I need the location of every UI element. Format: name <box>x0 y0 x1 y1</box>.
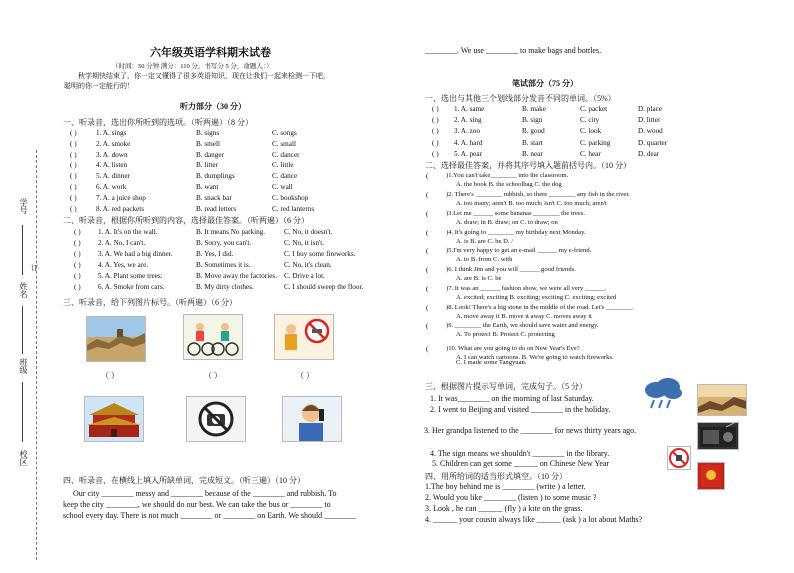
written-w1-row <box>432 116 672 126</box>
answer-paren: ( ) <box>74 283 81 291</box>
picture-2-answer: （ ） <box>204 371 222 380</box>
answer-paren: ( ) <box>432 116 439 125</box>
question-options: A. too many; aren't B. too much; isn't C. too much; aren't <box>456 200 607 207</box>
option-b: B. snack bar <box>196 193 232 202</box>
listening-s1-title: 一、听录音，选出你所听到的选项。（听两遍）（8 分） <box>63 118 253 127</box>
w4-item-2: 2. Would you like ________ (listen ) to some music ? <box>425 493 597 502</box>
question-options: A. to B. from C. with <box>456 256 513 263</box>
option-b: B. My dirty clothes. <box>196 283 254 291</box>
picture-1-answer: （ ） <box>101 371 119 380</box>
option-d: D. place <box>638 105 662 113</box>
answer-paren: ( <box>426 210 429 218</box>
w3-item-4: 4. The sign means we shouldn't ________ in the library. <box>430 449 610 458</box>
option-c: C. Drive a lot. <box>284 272 325 280</box>
option-a: 8. A. red packets <box>96 204 145 213</box>
w3-item-2: 2. I went to Beijing and visited ________ in the holiday. <box>430 405 611 414</box>
listening-s2-row <box>74 283 374 293</box>
red-packet-picture <box>697 462 725 490</box>
option-b: B. want <box>196 183 219 191</box>
answer-paren: ( ) <box>70 172 77 181</box>
cycling-picture <box>183 314 243 360</box>
option-c: C. I buy some fireworks. <box>284 250 356 258</box>
w4-item-4: 4. ______ your cousin always like ______ (ask ) a lot about Maths? <box>425 515 643 524</box>
option-a: 4. A. listen <box>96 161 128 170</box>
option-a: 6. A. work <box>96 183 127 191</box>
written-w2-row <box>426 304 716 322</box>
question-options: C. I made some Tangyuan. <box>456 359 527 366</box>
option-c: C. hear <box>580 149 601 158</box>
option-a: 2. A. sing <box>454 116 482 125</box>
written-w1-row <box>432 150 672 160</box>
option-c: C. dance <box>272 172 298 181</box>
great-wall-picture <box>86 316 146 362</box>
option-b: B. start <box>522 138 543 147</box>
question-text: )2. There's ________ rubbish, so there ________ any fish in the river. <box>446 191 630 198</box>
passage-line-3: school every day. There is not much ________ or ________ on Earth. We should ________ <box>63 511 357 520</box>
listening-s2-row <box>74 239 374 249</box>
option-d: D. litter <box>638 116 661 125</box>
student-id-label: 学号 <box>19 198 28 214</box>
exam-meta: （时间：50 分钟 满分：110 分，书写分 5 分，命题人：） <box>112 63 273 70</box>
passage-line-2: keep the city ________, we should do our best. We can take the bus or ________ to <box>63 500 331 509</box>
option-a: 3. A. zoo <box>454 127 480 136</box>
question-options: A. is B. are C. be D. / <box>456 238 513 245</box>
option-c: C. small <box>272 139 296 148</box>
option-c: C. parking <box>580 138 611 147</box>
option-d: D. dear <box>638 149 660 158</box>
listening-s1-row <box>70 172 330 182</box>
written-w2-row <box>426 210 716 228</box>
listening-s2-title: 二、听录音，根据你所听到的内容，选择最佳答案。（听两遍）（6 分） <box>63 216 309 225</box>
answer-paren: ( ) <box>74 250 81 258</box>
answer-paren: ( ) <box>70 183 77 191</box>
answer-paren: ( ) <box>70 150 77 159</box>
w3-item-3: 3. Her grandpa listened to the ________ for news thirty years ago. <box>424 426 637 435</box>
question-text: )7. It was an ______ fashion show, we were all very ______. <box>446 285 607 292</box>
question-text: )9. ________ the Earth, we should save water and energy. <box>446 322 599 329</box>
option-a: 2. A. No, I can't. <box>98 239 146 247</box>
written-w1-row <box>432 127 672 137</box>
option-b: B. smell <box>196 139 220 148</box>
answer-paren: ( ) <box>432 138 439 147</box>
option-b: B. good <box>522 127 545 136</box>
w3-item-1: 1. It was________ on the morning of last Saturday. <box>430 394 594 403</box>
option-a: 5. A. Plant some trees. <box>98 272 163 280</box>
question-text: )1.You can't take________ into the classroom. <box>446 172 569 179</box>
option-c: C. packet <box>580 105 608 113</box>
written-w1-row <box>432 105 672 115</box>
option-b: B. Move away the factories. <box>196 272 278 280</box>
written-w2-row <box>426 285 716 303</box>
class-label: 班级 <box>19 358 28 374</box>
option-a: 1. A. sings <box>96 129 127 137</box>
option-a: 1. A. It's on the wall. <box>98 228 158 236</box>
question-text: )10. What are you going to do on New Year's Eve? <box>446 345 580 352</box>
option-a: 6. A. Smoke from cars. <box>98 283 165 291</box>
option-a: 5. A. pear <box>454 149 482 158</box>
option-b: B. danger <box>196 150 224 159</box>
listening-s1-row <box>70 183 330 193</box>
option-b: B. read letters <box>196 204 237 213</box>
question-options: A. I can watch cartoons. B. We're going to watch fireworks. <box>456 354 614 361</box>
option-b: B. Sometimes it is. <box>196 261 251 269</box>
class-line <box>22 382 23 442</box>
written-w2-row <box>426 359 716 377</box>
option-c: C. red lanterns <box>272 204 315 213</box>
listening-s2-row <box>74 272 374 282</box>
answer-paren: ( ) <box>432 149 439 158</box>
option-a: 2. A. smoke <box>96 139 131 148</box>
option-a: 5. A. dinner <box>96 172 130 181</box>
listening-s1-row <box>70 129 330 139</box>
intro-line-2: 聪明的你一定能行的！ <box>64 82 134 90</box>
written-w2-row <box>426 191 716 209</box>
option-a: 4. A. hard <box>454 138 483 147</box>
listening-s1-row <box>70 161 330 171</box>
question-text: )8. Look! There's a big stone in the middle of the road. Let's ________. <box>446 304 634 311</box>
answer-paren: ( ) <box>74 272 81 280</box>
option-c: C. little <box>272 161 294 170</box>
listening-s1-row <box>70 205 330 215</box>
answer-paren: ( <box>426 172 429 180</box>
passage-line-1: Our city ________ messy and ________ because of the ________ and rubbish. To <box>73 489 337 498</box>
passage-continued: ________. We use ________ to make bags and bottles. <box>425 46 602 55</box>
option-a: 1. A. same <box>454 105 485 113</box>
no-litter-picture <box>274 314 334 360</box>
question-options: A. the book B. the schoolbag C. the dog <box>456 181 562 188</box>
written-w1-title: 一、选出与其他三个划线部分发音不同的单词。（5%） <box>425 94 616 103</box>
written-w2-title: 二、选择最佳答案，并将其序号填入题前括号内。（10 分） <box>425 161 631 170</box>
cut-mark: 订 <box>31 264 38 272</box>
written-w2-row <box>426 322 716 340</box>
cut-line <box>36 150 37 560</box>
listening-s2-row <box>74 228 374 238</box>
radio-picture <box>697 422 739 450</box>
name-label: 姓名 <box>19 282 28 298</box>
phone-call-picture <box>282 396 342 442</box>
listening-s1-row <box>70 151 330 161</box>
option-a: 7. A. a juice shop <box>96 193 146 202</box>
question-text: )6. I think Jim and you will ______ good friends. <box>446 266 576 273</box>
option-b: B. It means No parking. <box>196 228 266 236</box>
written-w2-row <box>426 266 716 284</box>
option-b: B. dumplings <box>196 172 235 181</box>
listening-part-title: 听力部分（30 分） <box>180 102 246 111</box>
written-w2-row <box>426 229 716 247</box>
option-b: B. litter <box>196 161 218 170</box>
no-noise-sign-icon <box>667 446 691 470</box>
option-b: B. near <box>522 149 543 158</box>
option-c: C. I should sweep the floor. <box>284 283 364 291</box>
answer-paren: ( <box>426 229 429 237</box>
option-c: C. bookshop <box>272 193 309 202</box>
cloud-rain-icon <box>640 376 686 412</box>
option-b: B. Yes, I did. <box>196 250 234 258</box>
name-line <box>22 306 23 354</box>
option-b: B. signs <box>196 129 220 137</box>
palace-picture <box>84 396 144 442</box>
option-c: C. No, it isn't. <box>284 239 325 247</box>
written-w2-row <box>426 172 716 190</box>
answer-paren: ( ) <box>74 261 81 269</box>
answer-paren: ( ) <box>432 127 439 136</box>
option-b: B. make <box>522 105 546 113</box>
answer-paren: ( <box>426 247 429 255</box>
w3-item-5: 5. Children can get some ______ on Chinese New Year <box>432 459 610 468</box>
answer-paren: ( <box>426 304 429 312</box>
question-options: A. move away it B. move it away C. moves away it <box>456 313 592 320</box>
answer-paren: ( <box>426 345 429 353</box>
answer-paren: ( ) <box>70 161 77 170</box>
answer-paren: ( ) <box>70 204 77 213</box>
written-part-title: 笔试部分（75 分） <box>512 79 578 88</box>
question-text: )5.I'm very happy to get an e-mail ______ my e-friend. <box>446 247 592 254</box>
written-w4-title: 四、用所给词的适当形式填空。（10 分） <box>425 472 567 481</box>
option-d: D. quarter <box>638 138 668 147</box>
great-wall-small-picture <box>697 384 747 416</box>
option-b: B. sign <box>522 116 543 125</box>
option-a: 4. A. Yes, we are. <box>98 261 149 269</box>
question-options: A. To protect B. Protect C. protecting <box>456 331 555 338</box>
option-a: 3. A. We had a big dinner. <box>98 250 173 258</box>
answer-paren: ( <box>426 191 429 199</box>
picture-3-answer: （ ） <box>296 371 314 380</box>
listening-s3-title: 三、听录音，给下列图片标号。（听两遍）（6 分） <box>63 298 237 307</box>
w4-item-1: 1.The boy behind me is ________ (write ) a letter. <box>425 482 586 491</box>
school-label: 校区 <box>19 450 28 466</box>
answer-paren: ( <box>426 285 429 293</box>
intro-line-1: 秋学期快结束了，你一定又懂得了很多英语知识，现在让我们一起来检测一下吧， <box>78 72 330 80</box>
page-title: 六年级英语学科期末试卷 <box>150 47 271 59</box>
question-options: A. draw; in B. draw; on C. to draw; on <box>456 219 558 226</box>
listening-s2-row <box>74 250 374 260</box>
question-text: )4. It's going to ________ my birthday next Monday. <box>446 229 586 236</box>
option-c: C. No, it's clean. <box>284 261 332 269</box>
option-c: C. No, it doesn't. <box>284 228 333 236</box>
w4-item-3: 3. Look , he can ______ (fly ) a kite on the grass. <box>425 504 583 513</box>
option-c: C. city <box>580 116 600 125</box>
answer-paren: ( ) <box>70 129 77 137</box>
student-id-line <box>22 225 23 275</box>
answer-paren: ( ) <box>70 193 77 202</box>
question-text: )3.Let me ______ some bananas ________ the trees. <box>446 210 585 217</box>
option-d: D. wood <box>638 127 663 136</box>
option-c: C. dancer <box>272 150 300 159</box>
answer-paren: ( ) <box>432 105 439 113</box>
listening-s1-row <box>70 194 330 204</box>
listening-s4-title: 四、听录音，在横线上填入所缺单词，完成短文。（听三遍）（10 分） <box>63 476 305 485</box>
written-w1-row <box>432 139 672 149</box>
option-a: 3. A. down <box>96 150 128 159</box>
written-w2-row <box>426 247 716 265</box>
written-w3-title: 三、根据图片提示写单词，完成句子。（5 分） <box>425 382 587 391</box>
answer-paren: ( ) <box>74 228 81 236</box>
option-b: B. Sorry, you can't. <box>196 239 252 247</box>
question-options: A. are B. is C. be <box>456 275 502 282</box>
no-camera-picture <box>186 396 246 442</box>
option-c: C. look <box>580 127 602 136</box>
question-options: A. excited; exciting B. exciting; exciting C. exciting; excited <box>456 294 617 301</box>
listening-s2-row <box>74 261 374 271</box>
option-c: C. wall <box>272 183 293 191</box>
option-c: C. songs <box>272 129 297 137</box>
answer-paren: ( ) <box>74 239 81 247</box>
listening-s1-row <box>70 140 330 150</box>
answer-paren: ( <box>426 266 429 274</box>
answer-paren: ( <box>426 322 429 330</box>
answer-paren: ( ) <box>70 139 77 148</box>
